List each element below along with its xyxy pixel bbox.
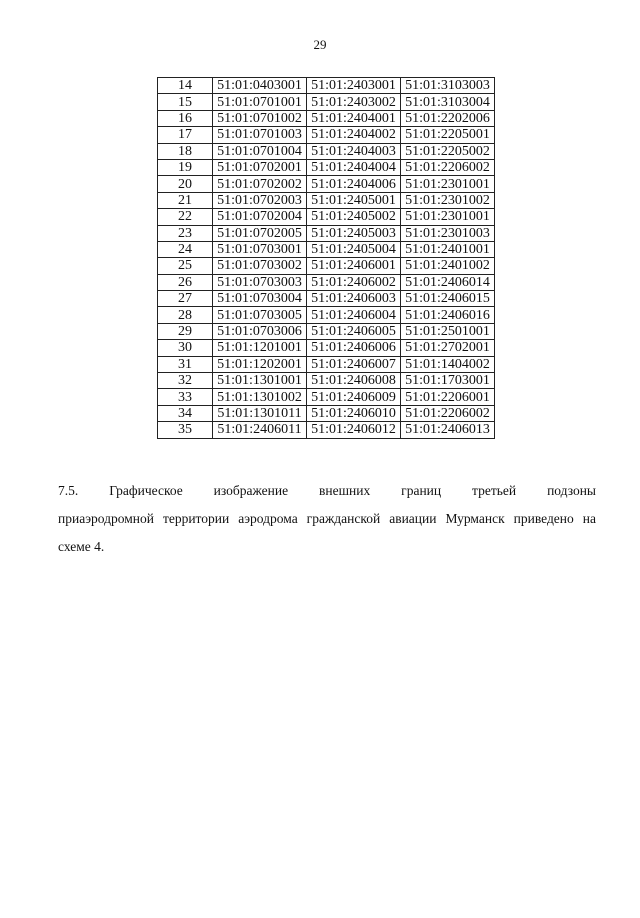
cadastral-code-cell: 51:01:2406014 (401, 274, 495, 290)
cadastral-code-cell: 51:01:2404001 (307, 110, 401, 126)
cadastral-code-cell: 51:01:0403001 (213, 78, 307, 94)
cadastral-code-cell: 51:01:2403001 (307, 78, 401, 94)
cadastral-code-cell: 51:01:0702005 (213, 225, 307, 241)
cadastral-code-cell: 51:01:2406016 (401, 307, 495, 323)
cadastral-code-cell: 51:01:0702004 (213, 209, 307, 225)
cadastral-code-cell: 51:01:0701003 (213, 127, 307, 143)
cadastral-code-cell: 51:01:2206002 (401, 405, 495, 421)
cadastral-code-cell: 51:01:0703005 (213, 307, 307, 323)
table-row (158, 94, 495, 110)
row-number-cell: 32 (158, 373, 213, 389)
table-row (158, 389, 495, 405)
row-number-cell: 19 (158, 159, 213, 175)
row-number-cell: 31 (158, 356, 213, 372)
cadastral-code-cell: 51:01:2501001 (401, 323, 495, 339)
paragraph-line-1: 7.5. Графическое изображение внешних границ третьей подзоны (58, 483, 596, 498)
table-row (158, 323, 495, 339)
cadastral-code-cell: 51:01:0702001 (213, 159, 307, 175)
row-number-cell: 34 (158, 405, 213, 421)
table-row (158, 209, 495, 225)
cadastral-code-cell: 51:01:2406011 (213, 422, 307, 438)
cadastral-code-cell: 51:01:2405001 (307, 192, 401, 208)
row-number-cell: 24 (158, 241, 213, 257)
cadastral-code-cell: 51:01:2404003 (307, 143, 401, 159)
paragraph-line-3: схеме 4. (58, 539, 105, 554)
table-row (158, 258, 495, 274)
paragraph-line-2: приаэродромной территории аэродрома гражданской авиации Мурманск приведено на (58, 511, 596, 526)
cadastral-code-cell: 51:01:2202006 (401, 110, 495, 126)
cadastral-code-cell: 51:01:2205001 (401, 127, 495, 143)
table-row (158, 176, 495, 192)
row-number-cell: 30 (158, 340, 213, 356)
cadastral-code-cell: 51:01:2406010 (307, 405, 401, 421)
page-number: 29 (313, 37, 327, 52)
row-number-cell: 29 (158, 323, 213, 339)
table-row (158, 356, 495, 372)
row-number-cell: 20 (158, 176, 213, 192)
row-number-cell: 33 (158, 389, 213, 405)
cadastral-code-cell: 51:01:2406012 (307, 422, 401, 438)
cadastral-code-cell: 51:01:1201001 (213, 340, 307, 356)
cadastral-code-cell: 51:01:1301011 (213, 405, 307, 421)
cadastral-code-cell: 51:01:0701002 (213, 110, 307, 126)
cadastral-code-cell: 51:01:2406015 (401, 291, 495, 307)
table-row (158, 241, 495, 257)
cadastral-code-cell: 51:01:0703006 (213, 323, 307, 339)
table-row (158, 422, 495, 438)
table-row (158, 110, 495, 126)
cadastral-code-cell: 51:01:1202001 (213, 356, 307, 372)
cadastral-code-cell: 51:01:2403002 (307, 94, 401, 110)
cadastral-table-body (158, 78, 495, 439)
cadastral-code-cell: 51:01:2406013 (401, 422, 495, 438)
row-number-cell: 22 (158, 209, 213, 225)
row-number-cell: 26 (158, 274, 213, 290)
cadastral-code-cell: 51:01:2406008 (307, 373, 401, 389)
table-row (158, 143, 495, 159)
cadastral-code-cell: 51:01:1301001 (213, 373, 307, 389)
cadastral-code-cell: 51:01:0701001 (213, 94, 307, 110)
cadastral-code-cell: 51:01:2206002 (401, 159, 495, 175)
cadastral-code-cell: 51:01:2301003 (401, 225, 495, 241)
cadastral-code-cell: 51:01:2406006 (307, 340, 401, 356)
cadastral-code-cell: 51:01:0703001 (213, 241, 307, 257)
cadastral-code-cell: 51:01:2301001 (401, 209, 495, 225)
cadastral-code-cell: 51:01:2405004 (307, 241, 401, 257)
table-row (158, 274, 495, 290)
cadastral-code-cell: 51:01:0702003 (213, 192, 307, 208)
cadastral-code-cell: 51:01:2406003 (307, 291, 401, 307)
cadastral-code-cell: 51:01:2205002 (401, 143, 495, 159)
cadastral-code-cell: 51:01:0701004 (213, 143, 307, 159)
cadastral-code-cell: 51:01:3103004 (401, 94, 495, 110)
cadastral-code-cell: 51:01:2301002 (401, 192, 495, 208)
cadastral-code-cell: 51:01:2405003 (307, 225, 401, 241)
cadastral-code-cell: 51:01:2401001 (401, 241, 495, 257)
row-number-cell: 17 (158, 127, 213, 143)
table-row (158, 291, 495, 307)
table-row (158, 405, 495, 421)
table-row (158, 159, 495, 175)
cadastral-code-cell: 51:01:2406002 (307, 274, 401, 290)
table-row (158, 373, 495, 389)
cadastral-code-cell: 51:01:2404006 (307, 176, 401, 192)
row-number-cell: 14 (158, 78, 213, 94)
cadastral-code-cell: 51:01:1404002 (401, 356, 495, 372)
cadastral-code-cell: 51:01:2406005 (307, 323, 401, 339)
row-number-cell: 28 (158, 307, 213, 323)
row-number-cell: 18 (158, 143, 213, 159)
cadastral-code-cell: 51:01:0703002 (213, 258, 307, 274)
cadastral-code-cell: 51:01:2301001 (401, 176, 495, 192)
cadastral-code-cell: 51:01:2406009 (307, 389, 401, 405)
cadastral-code-cell: 51:01:1703001 (401, 373, 495, 389)
row-number-cell: 23 (158, 225, 213, 241)
cadastral-code-cell: 51:01:2404004 (307, 159, 401, 175)
row-number-cell: 35 (158, 422, 213, 438)
table-row (158, 78, 495, 94)
table-row (158, 192, 495, 208)
cadastral-code-cell: 51:01:2404002 (307, 127, 401, 143)
table-row (158, 340, 495, 356)
row-number-cell: 21 (158, 192, 213, 208)
row-number-cell: 15 (158, 94, 213, 110)
cadastral-code-cell: 51:01:2702001 (401, 340, 495, 356)
table-row (158, 225, 495, 241)
cadastral-code-cell: 51:01:0703003 (213, 274, 307, 290)
cadastral-code-cell: 51:01:2405002 (307, 209, 401, 225)
row-number-cell: 25 (158, 258, 213, 274)
cadastral-code-cell: 51:01:1301002 (213, 389, 307, 405)
table-row (158, 127, 495, 143)
cadastral-code-cell: 51:01:2406007 (307, 356, 401, 372)
cadastral-code-cell: 51:01:3103003 (401, 78, 495, 94)
cadastral-code-cell: 51:01:2401002 (401, 258, 495, 274)
cadastral-code-cell: 51:01:2406004 (307, 307, 401, 323)
table-row (158, 307, 495, 323)
cadastral-code-cell: 51:01:0703004 (213, 291, 307, 307)
cadastral-code-cell: 51:01:0702002 (213, 176, 307, 192)
cadastral-code-cell: 51:01:2206001 (401, 389, 495, 405)
row-number-cell: 16 (158, 110, 213, 126)
cadastral-table (157, 77, 495, 439)
row-number-cell: 27 (158, 291, 213, 307)
cadastral-code-cell: 51:01:2406001 (307, 258, 401, 274)
